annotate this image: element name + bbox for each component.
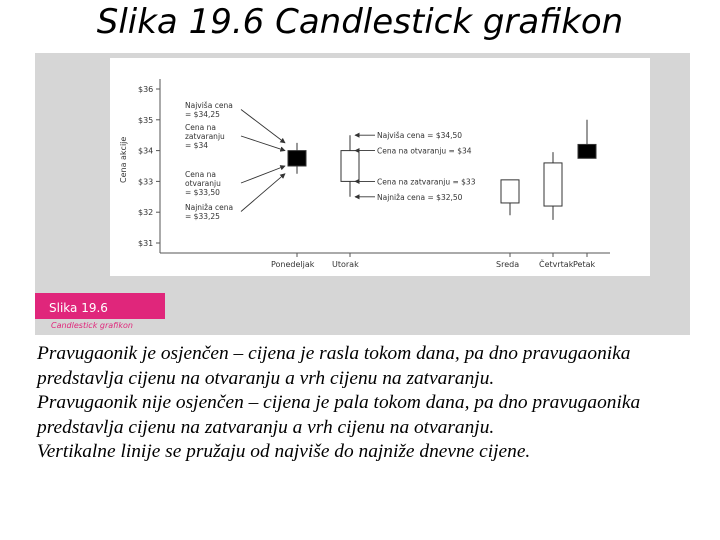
candle-body bbox=[288, 151, 306, 166]
y-axis-title: Cena akcije bbox=[119, 136, 128, 183]
annotation-left-text: zatvaranju bbox=[185, 132, 225, 141]
annotation-left-text: Cena na bbox=[185, 170, 216, 179]
annotation-right-text: Najniža cena = $32,50 bbox=[377, 192, 463, 202]
x-tick-label: Petak bbox=[573, 260, 596, 269]
y-tick-label: $32 bbox=[138, 208, 154, 218]
annotation-right-text: Najviša cena = $34,50 bbox=[377, 131, 463, 141]
candle-body bbox=[501, 180, 519, 203]
explanation-text bbox=[37, 342, 707, 465]
caption-number: Slika 19.6 bbox=[49, 301, 108, 315]
annotation-left-text: Najviša cena bbox=[185, 101, 233, 110]
note-open-body: Pravugaonik nije osjenčen – cijena je pala tokom dana, pa dno pravugaonika predstavlja cijenu na zatvaranju a vrh cijenu na otvaranju. bbox=[37, 392, 641, 438]
note-wicks: Vertikalne linije se pružaju od najviše do najniže dnevne cijene. bbox=[37, 441, 531, 462]
annotation-right-text: Cena na otvaranju = $34 bbox=[377, 146, 472, 156]
annotation-left-text: Najniža cena bbox=[185, 203, 234, 212]
x-tick-label: Sreda bbox=[496, 260, 520, 269]
annotation-left-text: = $34 bbox=[185, 141, 208, 150]
annotation-left-text: = $33,50 bbox=[185, 188, 220, 197]
caption-subtitle: Candlestick grafikon bbox=[51, 321, 133, 330]
annotation-right-text: Cena na zatvaranju = $33 bbox=[377, 177, 476, 187]
x-tick-label: Četvrtak bbox=[539, 260, 574, 269]
candle-body bbox=[544, 163, 562, 206]
candle-body bbox=[578, 144, 596, 158]
annotation-left-text: = $34,25 bbox=[185, 110, 220, 119]
annotation-left-text: otvaranju bbox=[185, 179, 221, 188]
y-tick-label: $33 bbox=[138, 177, 154, 187]
annotation-left-text: = $33,25 bbox=[185, 212, 220, 221]
y-tick-label: $35 bbox=[138, 115, 154, 125]
note-filled-body: Pravugaonik je osjenčen – cijena je rasla tokom dana, pa dno pravugaonika predstavlja cijenu na otvaranju a vrh cijenu na zatvaranju. bbox=[37, 343, 631, 389]
annotation-left-text: Cena na bbox=[185, 123, 216, 132]
y-tick-label: $36 bbox=[138, 85, 154, 94]
figure-panel bbox=[35, 53, 690, 335]
x-tick-label: Utorak bbox=[332, 260, 359, 269]
annotation-left-arrow bbox=[241, 166, 285, 183]
y-tick-label: $34 bbox=[138, 146, 154, 156]
annotation-left-arrow bbox=[241, 174, 285, 212]
slide-title: Slika 19.6 Candlestick grafikon bbox=[96, 2, 624, 42]
candle-body bbox=[341, 151, 359, 182]
x-tick-label: Ponedeljak bbox=[271, 260, 315, 269]
y-tick-label: $31 bbox=[138, 239, 154, 248]
